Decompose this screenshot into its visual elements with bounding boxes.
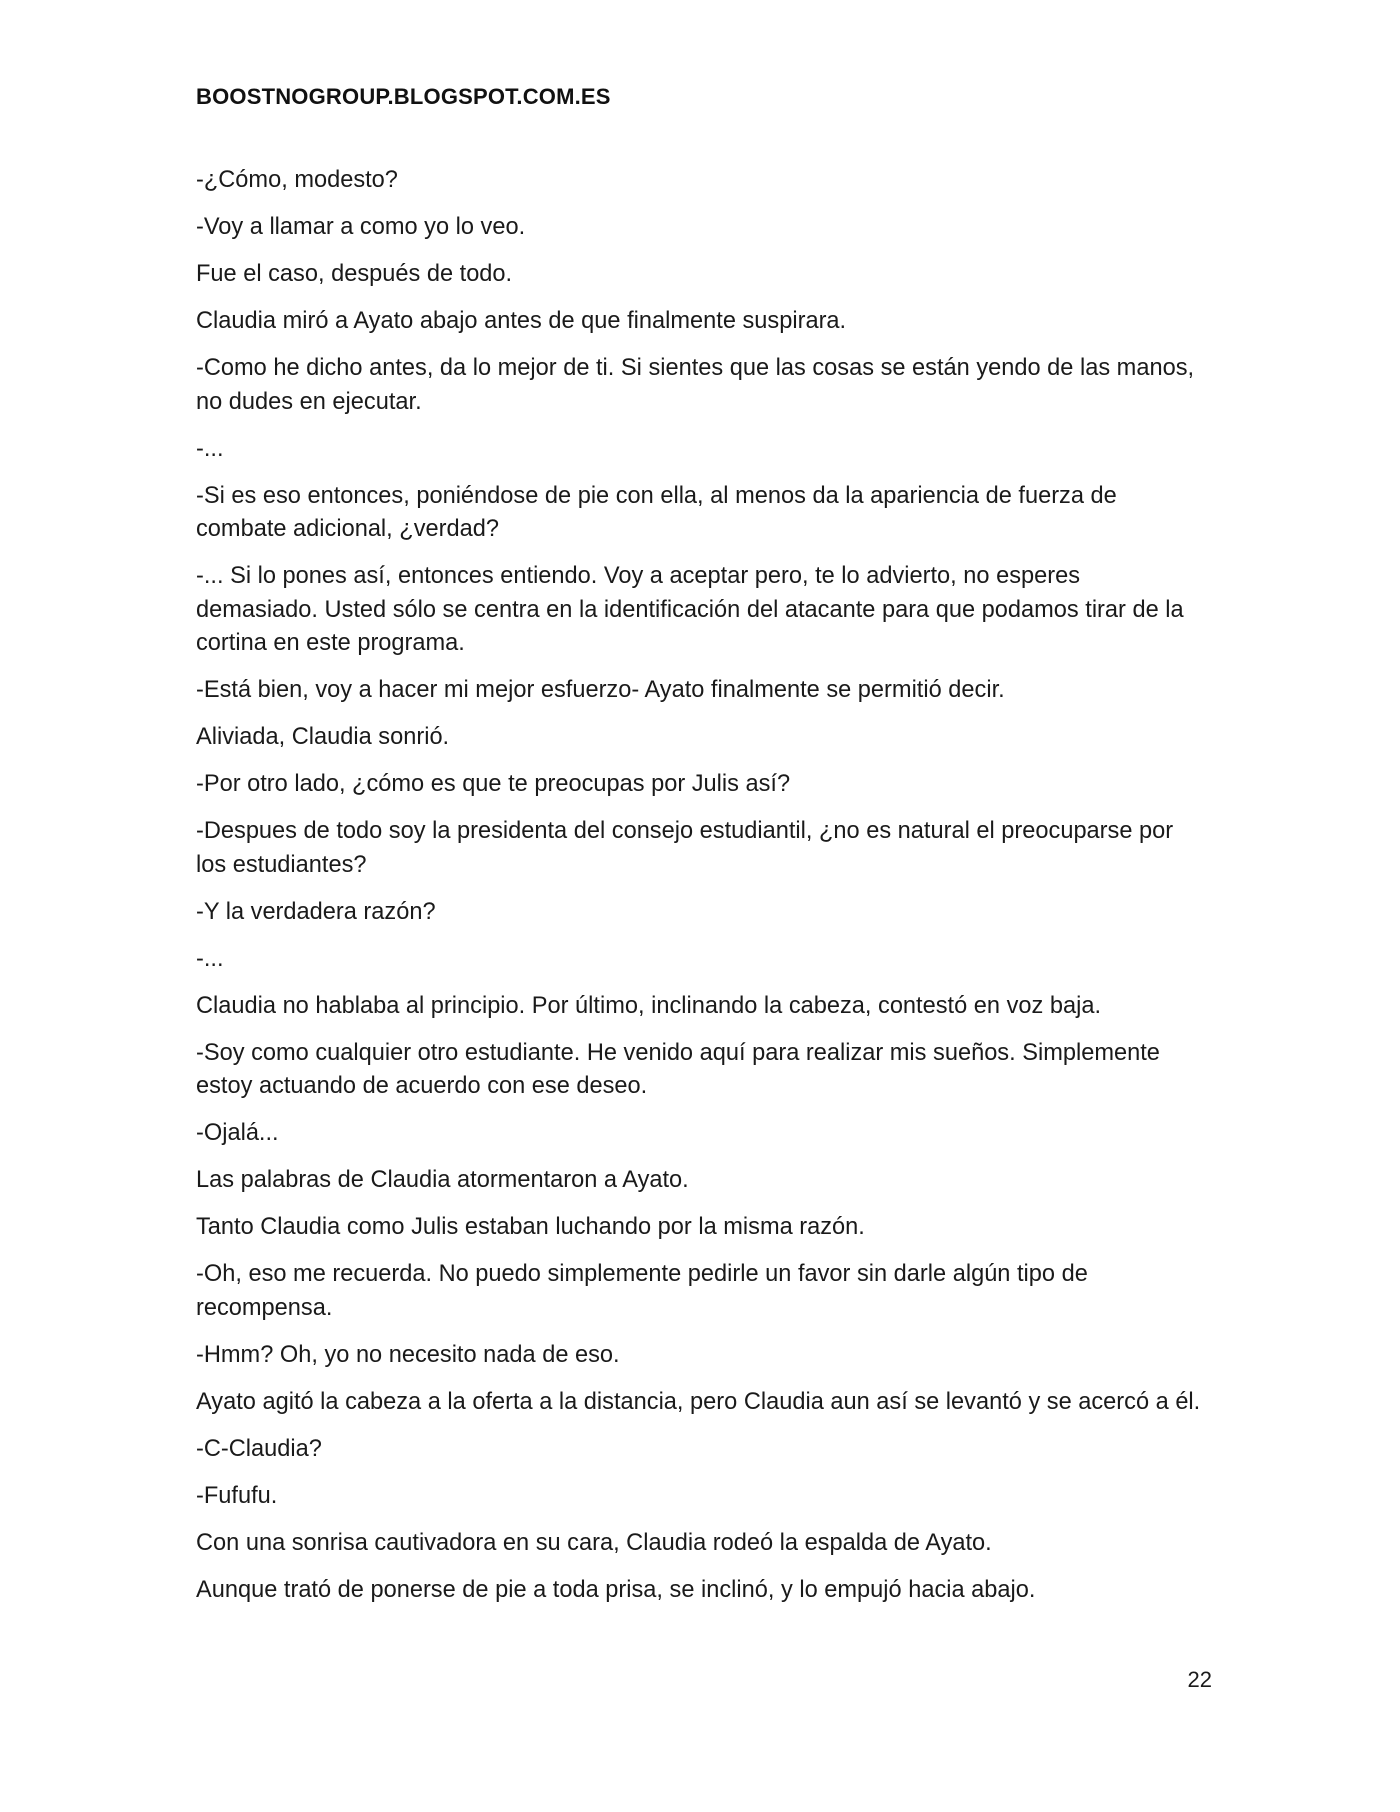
paragraph: Ayato agitó la cabeza a la oferta a la distancia, pero Claudia aun así se levantó y se acercó a él. bbox=[196, 1388, 1201, 1415]
paragraph: Aunque trató de ponerse de pie a toda prisa, se inclinó, y lo empujó hacia abajo. bbox=[196, 1576, 1036, 1603]
page-header: BOOSTNOGROUP.BLOGSPOT.COM.ES bbox=[196, 84, 611, 109]
paragraph: Fue el caso, después de todo. bbox=[196, 261, 513, 287]
paragraph: -Hmm? Oh, yo no necesito nada de eso. bbox=[196, 1341, 620, 1368]
paragraph: -... bbox=[196, 435, 224, 462]
paragraph: Las palabras de Claudia atormentaron a Ayato. bbox=[196, 1167, 689, 1193]
paragraph: -Si es eso entonces, poniéndose de pie con ella, al menos da la apariencia de fuerza de combate adicional, ¿verdad? bbox=[196, 482, 1117, 542]
paragraph: -Despues de todo soy la presidenta del consejo estudiantil, ¿no es natural el preocuparse por los estudiantes? bbox=[196, 818, 1174, 878]
paragraph: -Como he dicho antes, da lo mejor de ti. Si sientes que las cosas se están yendo de las manos, no dudes en ejecutar. bbox=[196, 355, 1195, 415]
paragraph: Aliviada, Claudia sonrió. bbox=[196, 724, 450, 750]
paragraph: -... bbox=[196, 945, 224, 972]
paragraph: -Y la verdadera razón? bbox=[196, 898, 436, 925]
paragraph: -Fufufu. bbox=[196, 1482, 278, 1509]
paragraph: Claudia no hablaba al principio. Por último, inclinando la cabeza, contestó en voz baja. bbox=[196, 992, 1101, 1019]
paragraph: Con una sonrisa cautivadora en su cara, Claudia rodeó la espalda de Ayato. bbox=[196, 1529, 992, 1556]
paragraph: Claudia miró a Ayato abajo antes de que finalmente suspirara. bbox=[196, 308, 847, 334]
paragraph: -Oh, eso me recuerda. No puedo simplemente pedirle un favor sin darle algún tipo de recompensa. bbox=[196, 1261, 1088, 1321]
paragraph: -¿Cómo, modesto? bbox=[196, 167, 398, 193]
body-text bbox=[196, 164, 1206, 1621]
page-number: 22 bbox=[1187, 1667, 1212, 1692]
paragraph: -C-Claudia? bbox=[196, 1435, 322, 1462]
paragraph: -... Si lo pones así, entonces entiendo. Voy a aceptar pero, te lo advierto, no esperes demasiado. Usted sólo se centra en la identificación del atacante para que podamos tirar de la cortina en este programa. bbox=[196, 563, 1184, 656]
paragraph: -Por otro lado, ¿cómo es que te preocupas por Julis así? bbox=[196, 771, 791, 797]
paragraph: -Está bien, voy a hacer mi mejor esfuerzo- Ayato finalmente se permitió decir. bbox=[196, 677, 1005, 703]
paragraph: -Voy a llamar a como yo lo veo. bbox=[196, 214, 526, 240]
paragraph: -Soy como cualquier otro estudiante. He venido aquí para realizar mis sueños. Simplemente estoy actuando de acuerdo con ese deseo. bbox=[196, 1039, 1160, 1099]
paragraph: -Ojalá... bbox=[196, 1120, 279, 1146]
paragraph: Tanto Claudia como Julis estaban luchando por la misma razón. bbox=[196, 1214, 865, 1240]
